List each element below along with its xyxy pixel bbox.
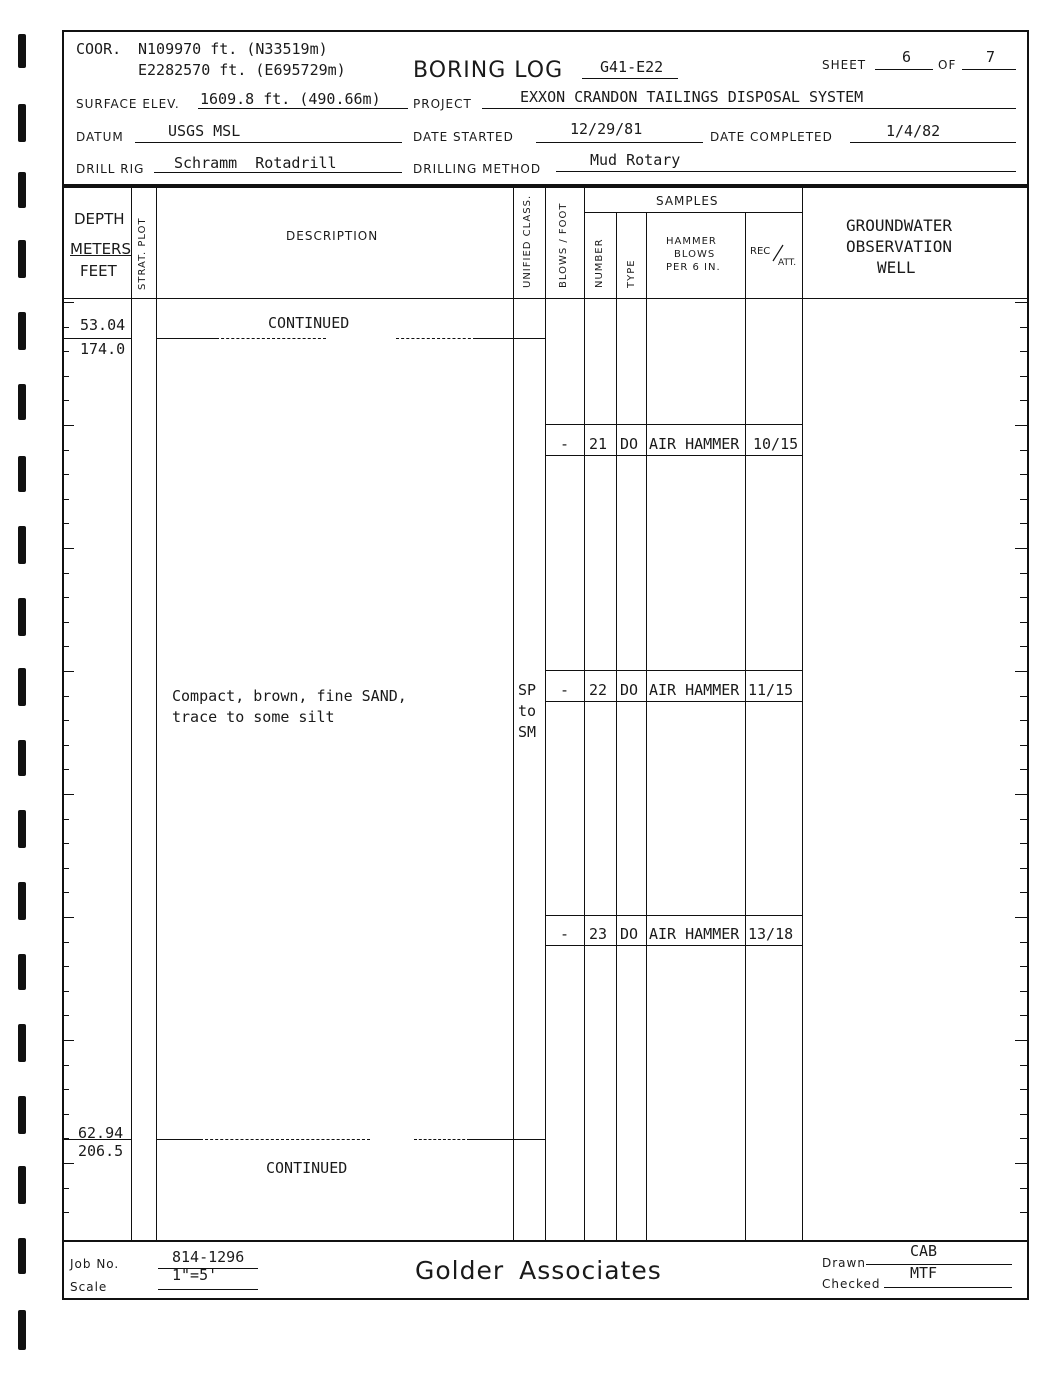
datum-label: DATUM xyxy=(76,130,124,144)
top-continued: CONTINUED xyxy=(268,314,350,332)
depth-tick xyxy=(62,523,69,524)
depth-tick xyxy=(62,450,69,451)
depth-tick xyxy=(62,1015,69,1016)
depth-tick xyxy=(1020,327,1027,328)
description-line-2: trace to some silt xyxy=(172,708,335,726)
project-name: EXXON CRANDON TAILINGS DISPOSAL SYSTEM xyxy=(520,88,864,106)
depth-tick xyxy=(1015,794,1027,795)
depth-tick xyxy=(1020,745,1027,746)
depth-tick xyxy=(1020,1212,1027,1213)
job-no: 814-1296 xyxy=(172,1248,245,1266)
sample-23-hammer: AIR HAMMER xyxy=(649,925,740,943)
gw-heading-1: GROUNDWATER xyxy=(846,216,952,235)
depth-tick xyxy=(62,1163,74,1164)
gw-heading-2: OBSERVATION xyxy=(846,237,952,256)
depth-tick xyxy=(62,425,74,426)
depth-tick xyxy=(62,917,74,918)
date-completed: 1/4/82 xyxy=(886,122,941,140)
class-line-2: to xyxy=(518,702,537,720)
depth-tick xyxy=(1020,499,1027,500)
drawn-label: Drawn xyxy=(822,1256,866,1270)
sample-22-rec: 11/15 xyxy=(748,681,794,699)
depth-tick xyxy=(1020,573,1027,574)
depth-tick xyxy=(1015,1040,1027,1041)
type-heading: TYPE xyxy=(626,259,637,288)
top-depth-feet: 174.0 xyxy=(80,340,126,358)
depth-tick xyxy=(1020,1065,1027,1066)
depth-tick xyxy=(1015,917,1027,918)
scale-label: Scale xyxy=(70,1280,108,1294)
depth-tick xyxy=(62,646,69,647)
depth-tick xyxy=(62,474,69,475)
sample-23-rec: 13/18 xyxy=(748,925,794,943)
number-heading: NUMBER xyxy=(594,238,605,288)
description-line-1: Compact, brown, fine SAND, xyxy=(172,687,407,705)
depth-tick xyxy=(1020,474,1027,475)
sample-23-type: DO xyxy=(620,925,639,943)
depth-tick xyxy=(62,597,69,598)
depth-tick xyxy=(1020,597,1027,598)
depth-tick xyxy=(1015,425,1027,426)
sample-23-blows: - xyxy=(560,925,570,943)
depth-tick xyxy=(1020,819,1027,820)
depth-tick xyxy=(1015,302,1027,303)
depth-tick xyxy=(62,868,69,869)
date-started: 12/29/81 xyxy=(570,120,643,138)
depth-tick xyxy=(1020,400,1027,401)
depth-tick xyxy=(1020,991,1027,992)
depth-tick xyxy=(62,942,69,943)
depth-tick xyxy=(1020,450,1027,451)
drilling-method-label: DRILLING METHOD xyxy=(413,162,542,176)
depth-tick xyxy=(1020,351,1027,352)
sample-22-number: 22 xyxy=(589,681,608,699)
bottom-depth-feet: 206.5 xyxy=(78,1142,124,1160)
depth-tick xyxy=(62,400,69,401)
sheet-number: 6 xyxy=(902,48,912,66)
depth-tick xyxy=(62,1188,69,1189)
depth-tick xyxy=(62,671,74,672)
project-label: PROJECT xyxy=(413,97,472,111)
scale-value: 1"=5' xyxy=(172,1266,218,1284)
datum-value: USGS MSL xyxy=(168,122,241,140)
depth-tick xyxy=(62,991,69,992)
checked-by: MTF xyxy=(910,1264,938,1282)
depth-tick xyxy=(62,548,74,549)
depth-tick xyxy=(1020,1188,1027,1189)
class-line-3: SM xyxy=(518,723,537,741)
meters-heading: METERS xyxy=(70,240,132,258)
depth-tick xyxy=(62,1114,69,1115)
depth-tick xyxy=(1020,1138,1027,1139)
depth-tick xyxy=(62,819,69,820)
depth-tick xyxy=(62,573,69,574)
depth-tick xyxy=(62,327,69,328)
depth-tick xyxy=(1020,523,1027,524)
depth-tick xyxy=(1020,646,1027,647)
sample-22-blows: - xyxy=(560,681,570,699)
depth-tick xyxy=(1020,868,1027,869)
date-completed-label: DATE COMPLETED xyxy=(710,130,833,144)
depth-tick xyxy=(62,720,69,721)
company-name: Golder Associates xyxy=(415,1256,662,1285)
depth-tick xyxy=(62,351,69,352)
depth-tick xyxy=(1020,942,1027,943)
depth-tick xyxy=(1020,769,1027,770)
class-line-1: SP xyxy=(518,681,537,699)
surface-elev: 1609.8 ft. (490.66m) xyxy=(200,90,381,108)
coor-east: E2282570 ft. (E695729m) xyxy=(138,61,346,79)
depth-tick xyxy=(62,892,69,893)
rec-heading: REC xyxy=(750,246,771,257)
depth-tick xyxy=(1020,376,1027,377)
sample-21-blows: - xyxy=(560,435,570,453)
sample-22-hammer: AIR HAMMER xyxy=(649,681,740,699)
depth-tick xyxy=(62,1040,74,1041)
coor-north: N109970 ft. (N33519m) xyxy=(138,40,328,58)
drill-rig: Schramm Rotadrill xyxy=(174,154,337,172)
boring-log-title: BORING LOG xyxy=(413,58,564,83)
hammer-heading-2: BLOWS xyxy=(674,249,716,260)
description-heading: DESCRIPTION xyxy=(286,229,379,243)
hammer-heading-3: PER 6 IN. xyxy=(666,262,721,273)
unified-class-heading: UNIFIED CLASS. xyxy=(522,194,533,288)
depth-tick xyxy=(1015,671,1027,672)
depth-tick xyxy=(1015,548,1027,549)
att-heading: ATT. xyxy=(778,258,797,268)
sample-21-rec: 10/15 xyxy=(753,435,799,453)
depth-tick xyxy=(62,843,69,844)
bottom-depth-meters: 62.94 xyxy=(78,1124,124,1142)
depth-tick xyxy=(1020,843,1027,844)
feet-heading: FEET xyxy=(80,262,117,280)
depth-tick xyxy=(1020,696,1027,697)
sample-23-number: 23 xyxy=(589,925,608,943)
blows-foot-heading: BLOWS / FOOT xyxy=(558,202,569,288)
sample-22-type: DO xyxy=(620,681,639,699)
drilling-method: Mud Rotary xyxy=(590,151,681,169)
sample-21-number: 21 xyxy=(589,435,608,453)
sheet-label: SHEET xyxy=(822,58,867,72)
depth-heading: DEPTH xyxy=(74,210,125,228)
sheet-total: 7 xyxy=(986,48,996,66)
depth-tick xyxy=(1020,892,1027,893)
depth-tick xyxy=(62,1065,69,1066)
depth-tick xyxy=(62,376,69,377)
depth-tick xyxy=(62,696,69,697)
depth-tick xyxy=(62,622,69,623)
job-no-label: Job No. xyxy=(70,1257,120,1271)
coor-label: COOR. xyxy=(76,40,122,58)
depth-tick xyxy=(62,499,69,500)
depth-tick xyxy=(62,966,69,967)
depth-tick xyxy=(62,769,69,770)
hammer-heading-1: HAMMER xyxy=(666,236,717,247)
surface-elev-label: SURFACE ELEV. xyxy=(76,97,180,111)
depth-tick xyxy=(62,302,74,303)
drawn-by: CAB xyxy=(910,1242,938,1260)
depth-tick xyxy=(62,1212,69,1213)
of-label: OF xyxy=(938,58,957,72)
depth-tick xyxy=(1020,720,1027,721)
depth-tick xyxy=(62,1089,69,1090)
checked-label: Checked xyxy=(822,1277,881,1291)
depth-tick xyxy=(1020,1089,1027,1090)
boring-id: G41-E22 xyxy=(600,58,664,76)
drill-rig-label: DRILL RIG xyxy=(76,162,145,176)
depth-tick xyxy=(1020,1114,1027,1115)
depth-tick xyxy=(62,745,69,746)
top-depth-meters: 53.04 xyxy=(80,316,126,334)
sample-21-type: DO xyxy=(620,435,639,453)
depth-tick xyxy=(62,794,74,795)
depth-tick xyxy=(1020,622,1027,623)
gw-heading-3: WELL xyxy=(877,258,916,277)
date-started-label: DATE STARTED xyxy=(413,130,514,144)
depth-tick xyxy=(1020,1015,1027,1016)
sample-21-hammer: AIR HAMMER xyxy=(649,435,740,453)
bottom-continued: CONTINUED xyxy=(266,1159,348,1177)
samples-heading: SAMPLES xyxy=(656,194,719,208)
strat-plot-heading: STRAT. PLOT xyxy=(137,217,148,290)
depth-tick xyxy=(1015,1163,1027,1164)
depth-tick xyxy=(1020,966,1027,967)
